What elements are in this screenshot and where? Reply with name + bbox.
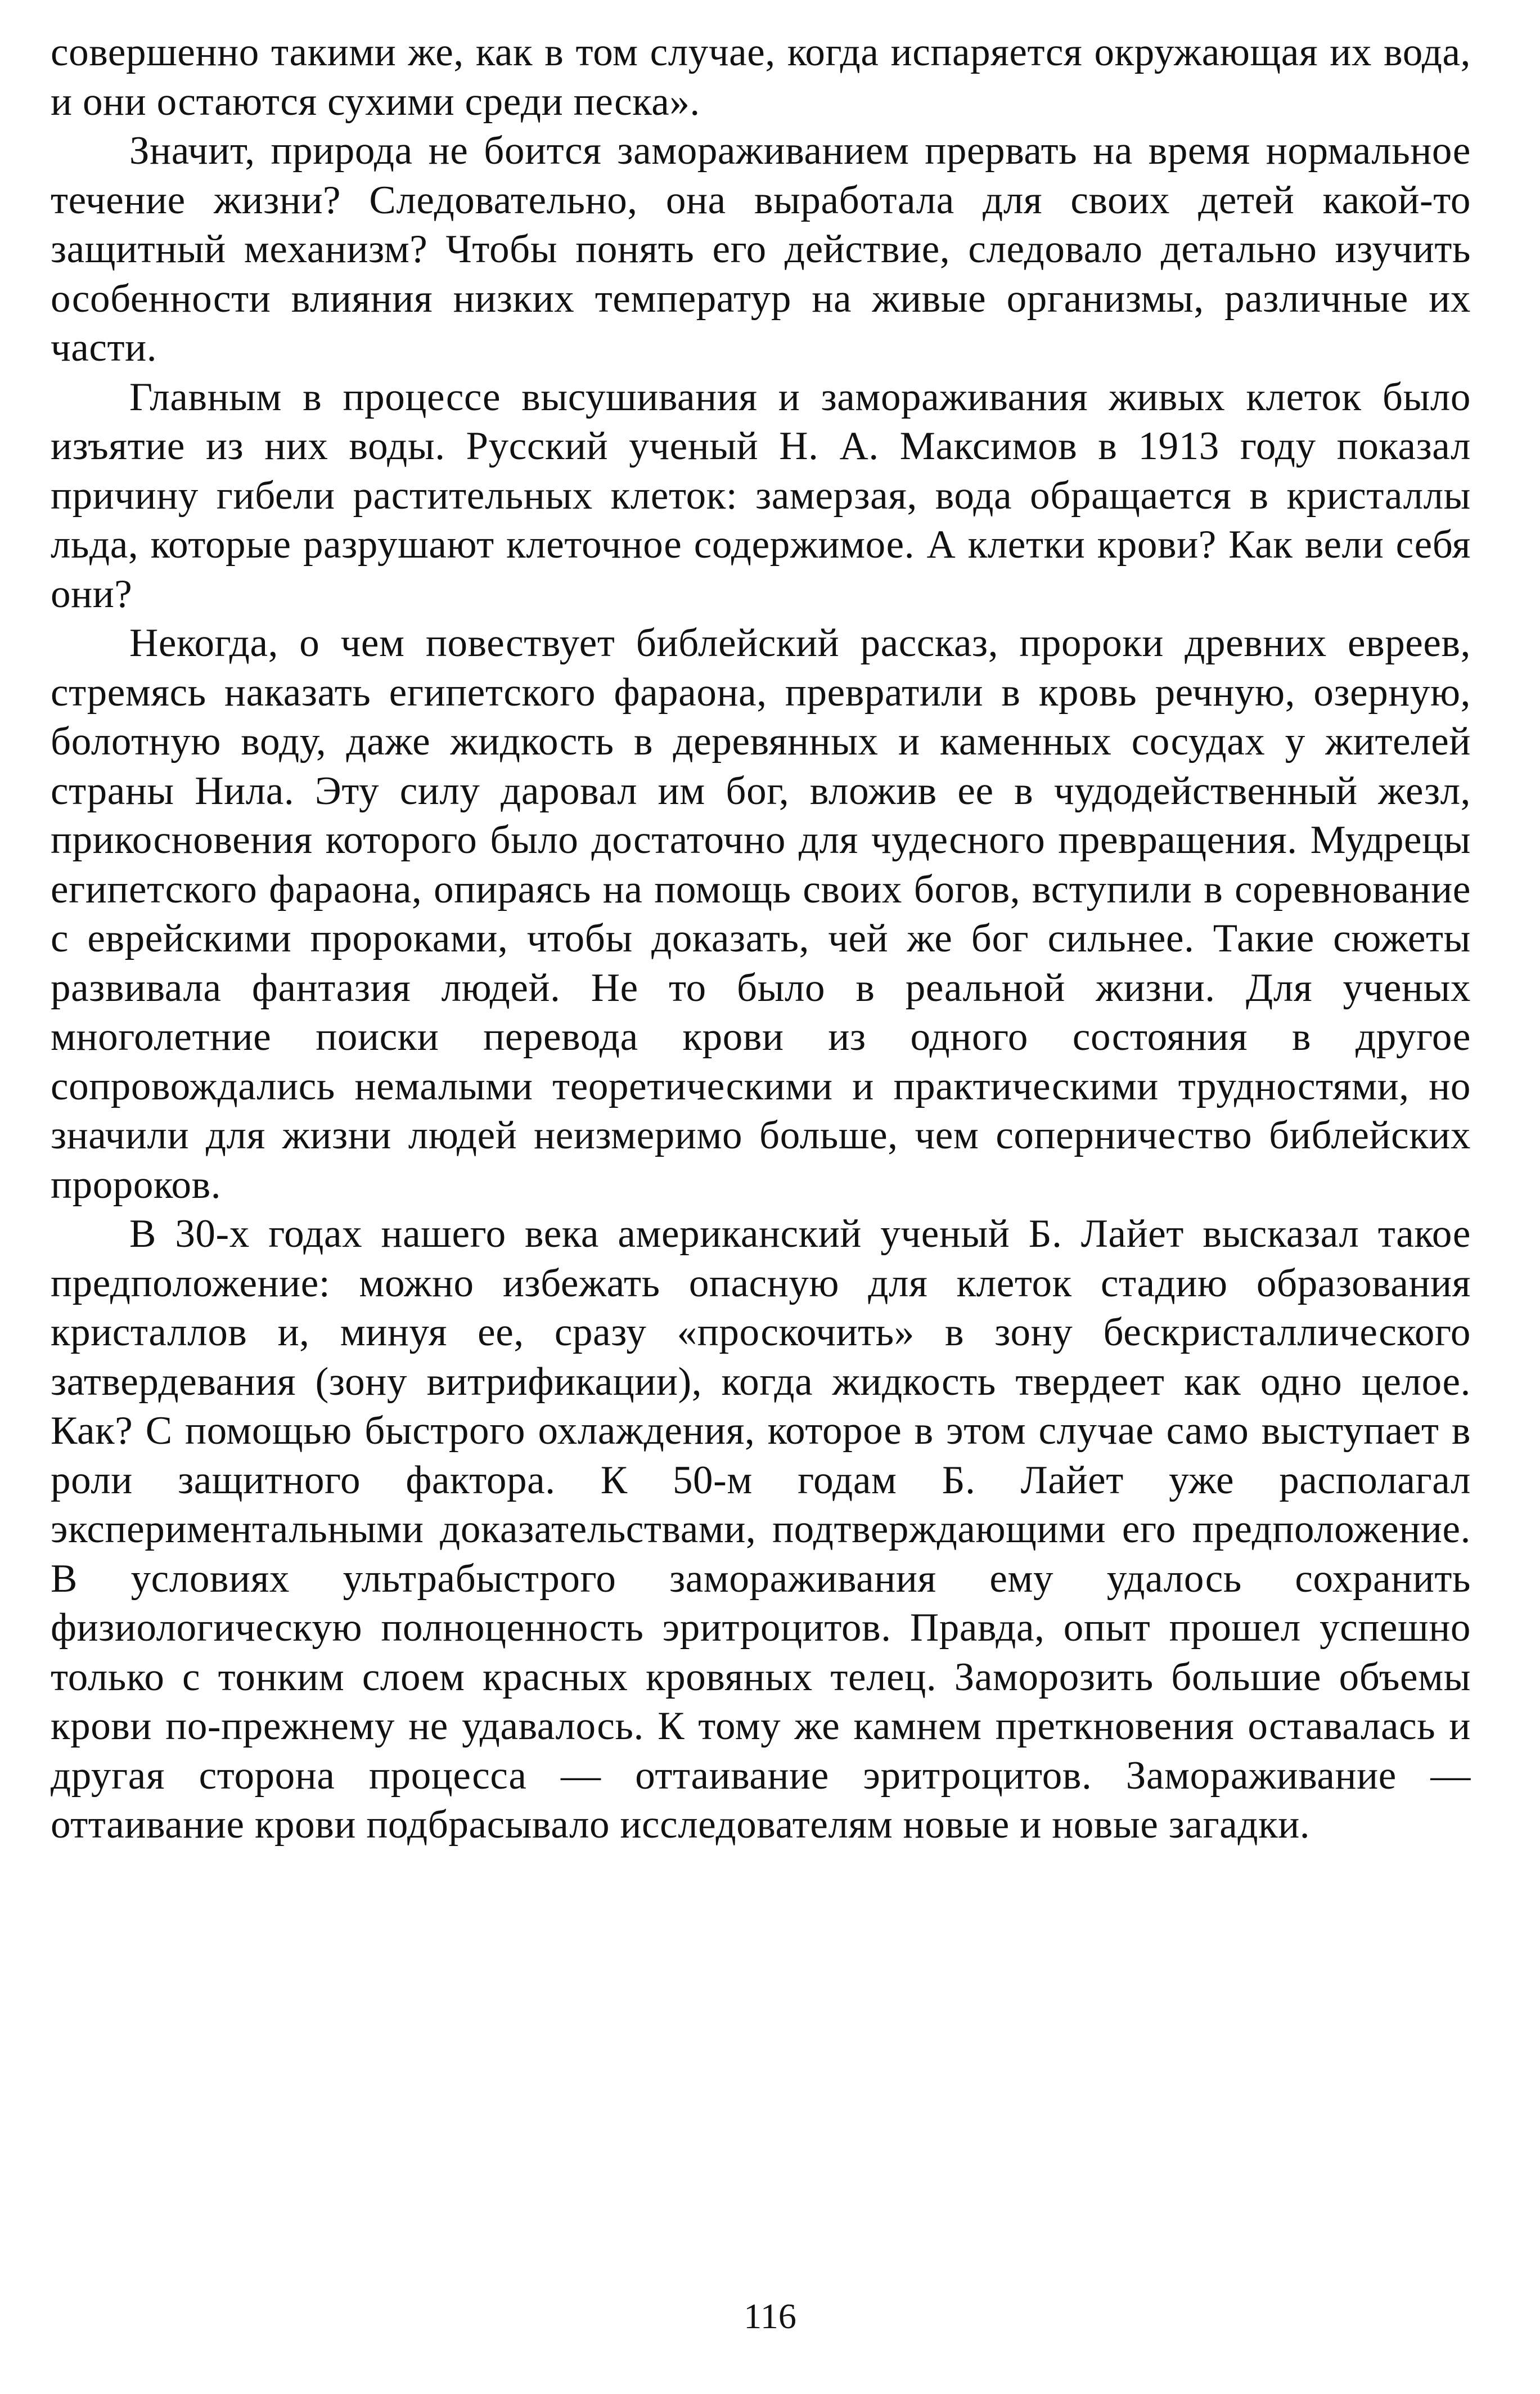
body-text bbox=[51, 28, 1471, 1850]
paragraph-biblical-story: Некогда, о чем повествует библейский рассказ, пророки древних евреев, стремясь наказать египетского фараона, превратили в кровь речную, озерную, болотную воду, даже жидкость в деревянных и каменных сосудах у жителей страны Нила. Эту силу даровал им бог, вложив ее в чудодейственный жезл, прикосновения которого было достаточно для чудесного превращения. Мудрецы египетского фараона, опираясь на помощь своих богов, вступили в соревнование с еврейскими пророками, чтобы доказать, чей же бог сильнее. Такие сюжеты развивала фантазия людей. Не то было в реальной жизни. Для ученых многолетние поиски перевода крови из одного состояния в другое сопровождались немалыми теоретическими и практическими трудностями, но значили для жизни людей неизмеримо больше, чем соперничество библейских пророков. bbox=[51, 621, 1471, 1207]
paragraph-luyet-vitrification: В 30-х годах нашего века американский ученый Б. Лайет высказал такое предположение: можно избежать опасную для клеток стадию образования кристаллов и, минуя ее, сразу «проскочить» в зону бескристаллического затвердевания (зону витрификации), когда жидкость твердеет как одно целое. Как? С помощью быстрого охлаждения, которое в этом случае само выступает в роли защитного фактора. К 50-м годам Б. Лайет уже располагал экспериментальными доказательствами, подтверждающими его предположение. В условиях ультрабыстрого замораживания ему удалось сохранить физиологическую полноценность эритроцитов. Правда, опыт прошел успешно только с тонким слоем красных кровяных телец. Заморозить большие объемы крови по-прежнему не удавалось. К тому же камнем преткновения оставалась и другая сторона процесса — оттаивание эритроцитов. Замораживание — оттаивание крови подбрасывало исследователям новые и новые загадки. bbox=[51, 1212, 1471, 1847]
paragraph-continuation: совершенно такими же, как в том случае, когда испаряется окружающая их вода, и они остаются сухими среди песка». bbox=[51, 30, 1471, 124]
paragraph-maximov-ice-crystals: Главным в процессе высушивания и замораживания живых клеток было изъятие из них воды. Русский ученый Н. А. Максимов в 1913 году показал причину гибели растительных клеток: замерзая, вода обращается в кристаллы льда, которые разрушают клеточное содержимое. А клетки крови? Как вели себя они? bbox=[51, 375, 1471, 616]
page-number: 116 bbox=[744, 2296, 796, 2336]
paragraph-nature-protective-mechanism: Значит, природа не боится замораживанием прервать на время нормальное течение жизни? Следовательно, она выработала для своих детей какой-то защитный механизм? Чтобы понять его действие, следовало детально изучить особенности влияния низких температур на живые организмы, различные их части. bbox=[51, 129, 1471, 370]
